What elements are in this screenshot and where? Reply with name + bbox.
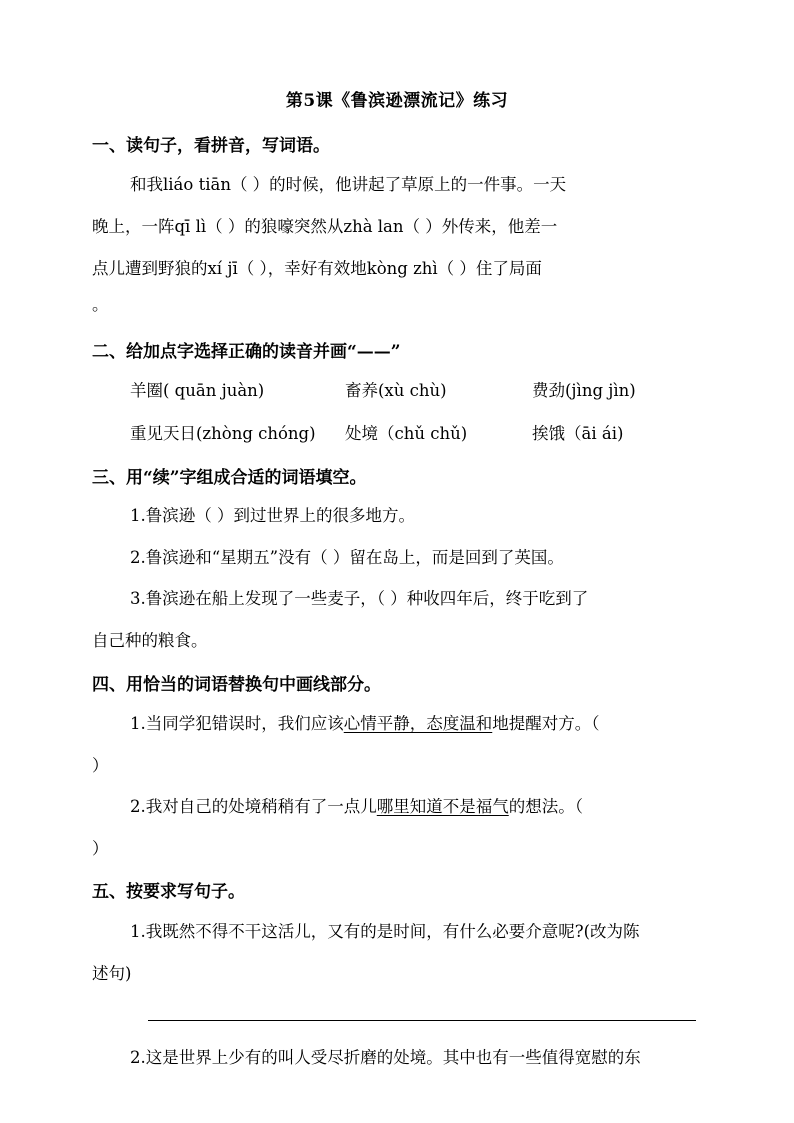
section-2-heading: 二、给加点字选择正确的读音并画“——” — [92, 342, 401, 362]
item-text: 的想法。（ — [508, 797, 583, 816]
section-3-heading: 三、用“续”字组成合适的词语填空。 — [92, 468, 367, 488]
section-5-item-2: 2.这是世界上少有的叫人受尽折磨的处境。其中也有一些值得宽慰的东 — [130, 1048, 641, 1067]
underlined-phrase: 哪里知道不是福气 — [376, 797, 509, 816]
section-3-item-cont: 自己种的粮食。 — [92, 631, 208, 650]
item-text: 1.当同学犯错误时，我们应该 — [130, 714, 344, 733]
section-5-item-1-cont: 述句) — [92, 964, 132, 983]
pinyin-choice-item: 费劲(jìng jìn) — [532, 381, 636, 400]
page-title: 第5课《鲁滨逊漂流记》练习 — [285, 91, 509, 111]
pinyin-choice-item: 畜养(xù chù) — [345, 381, 447, 400]
section-5-item-1: 1.我既然不得不干这活儿，又有的是时间，有什么必要介意呢?(改为陈 — [130, 922, 640, 941]
section-1-line: 点儿遭到野狼的xí jī（ ），幸好有效地kòng zhì（ ）住了局面 — [92, 259, 542, 278]
section-1-line: 和我liáo tiān（ ）的时候，他讲起了草原上的一件事。一天 — [130, 175, 567, 194]
pinyin-choice-item: 挨饿（āi ái) — [532, 424, 624, 443]
section-3-item: 1.鲁滨逊（ ）到过世界上的很多地方。 — [130, 506, 415, 525]
section-4-item-2 — [130, 793, 583, 817]
pinyin-choice-item: 羊圈( quān juàn) — [130, 381, 265, 400]
item-text: 2.我对自己的处境稍稍有了一点儿 — [130, 797, 377, 816]
item-text: 地提醒对方。（ — [492, 714, 600, 733]
answer-close-paren: ） — [92, 839, 109, 858]
pinyin-choice-item: 处境（chǔ chǔ) — [345, 424, 468, 443]
answer-close-paren: ） — [92, 756, 109, 775]
answer-line — [148, 1020, 696, 1021]
section-1-line: 。 — [92, 295, 109, 314]
section-1-heading: 一、读句子，看拼音，写词语。 — [92, 136, 330, 156]
pinyin-choice-item: 重见天日(zhòng chóng) — [130, 424, 316, 443]
section-3-item: 3.鲁滨逊在船上发现了一些麦子，（ ）种收四年后，终于吃到了 — [130, 589, 589, 608]
section-1-line: 晚上，一阵qī lì（ ）的狼嚎突然从zhà lan（ ）外传来，他差一 — [92, 217, 558, 236]
section-4-heading: 四、用恰当的词语替换句中画线部分。 — [92, 675, 381, 695]
underlined-phrase: 心情平静，态度温和 — [343, 714, 493, 733]
section-3-item: 2.鲁滨逊和“星期五”没有（ ）留在岛上，而是回到了英国。 — [130, 548, 564, 567]
section-4-item-1 — [130, 710, 600, 734]
section-5-heading: 五、按要求写句子。 — [92, 882, 245, 902]
